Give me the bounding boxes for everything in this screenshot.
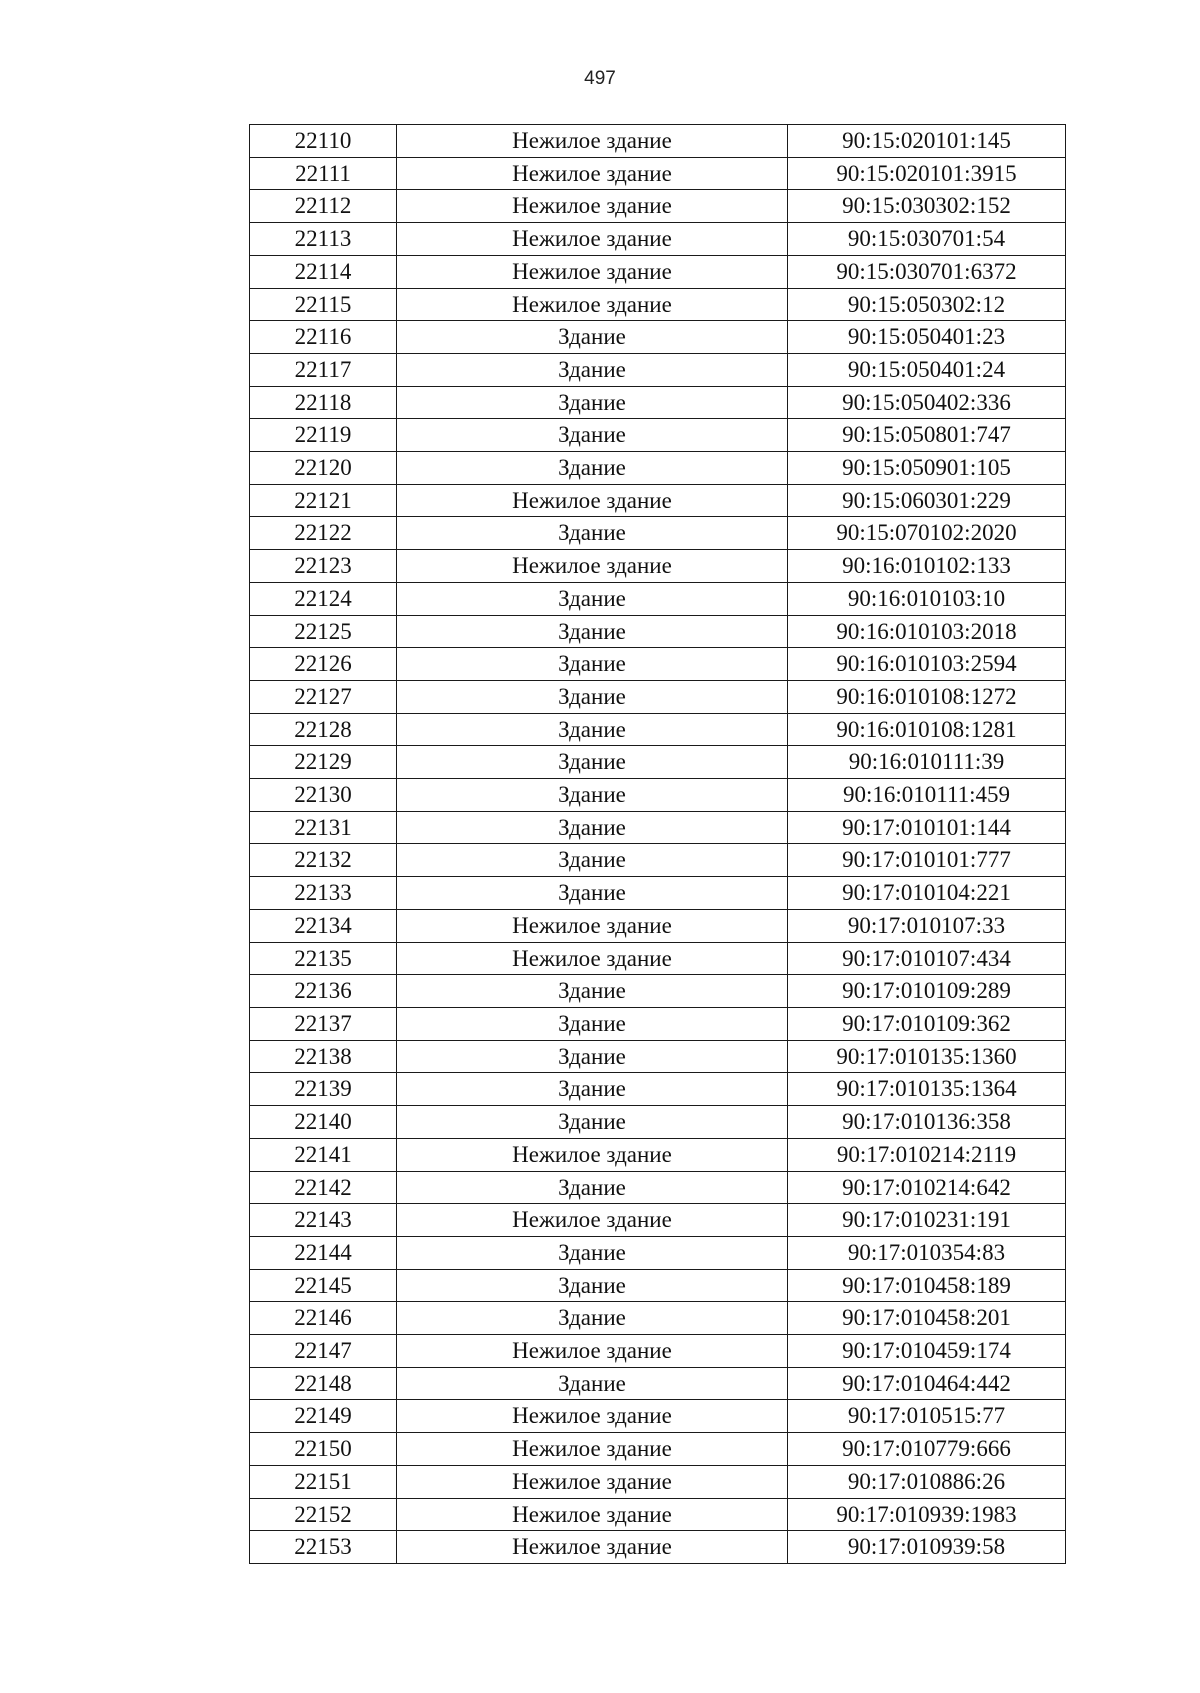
table-row bbox=[250, 386, 1066, 419]
cadastral-number-cell: 90:17:010515:77 bbox=[788, 1400, 1066, 1433]
cadastral-number-cell: 90:17:010107:434 bbox=[788, 942, 1066, 975]
row-number-cell: 22153 bbox=[250, 1531, 397, 1564]
row-number-cell: 22136 bbox=[250, 975, 397, 1008]
object-type-cell: Нежилое здание bbox=[397, 909, 788, 942]
registry-table bbox=[249, 124, 1066, 1564]
table-row bbox=[250, 550, 1066, 583]
cadastral-number-cell: 90:16:010111:459 bbox=[788, 779, 1066, 812]
row-number-cell: 22116 bbox=[250, 321, 397, 354]
object-type-cell: Здание bbox=[397, 1269, 788, 1302]
object-type-cell: Здание bbox=[397, 877, 788, 910]
table-row bbox=[250, 811, 1066, 844]
page-number: 497 bbox=[584, 68, 616, 89]
table-row bbox=[250, 288, 1066, 321]
cadastral-number-cell: 90:15:050302:12 bbox=[788, 288, 1066, 321]
row-number-cell: 22135 bbox=[250, 942, 397, 975]
object-type-cell: Здание bbox=[397, 1171, 788, 1204]
row-number-cell: 22145 bbox=[250, 1269, 397, 1302]
cadastral-number-cell: 90:17:010104:221 bbox=[788, 877, 1066, 910]
cadastral-number-cell: 90:17:010939:1983 bbox=[788, 1498, 1066, 1531]
cadastral-number-cell: 90:17:010109:289 bbox=[788, 975, 1066, 1008]
object-type-cell: Нежилое здание bbox=[397, 942, 788, 975]
row-number-cell: 22118 bbox=[250, 386, 397, 419]
row-number-cell: 22113 bbox=[250, 223, 397, 256]
table-row bbox=[250, 1498, 1066, 1531]
object-type-cell: Нежилое здание bbox=[397, 550, 788, 583]
row-number-cell: 22132 bbox=[250, 844, 397, 877]
table-row bbox=[250, 1138, 1066, 1171]
object-type-cell: Нежилое здание bbox=[397, 1400, 788, 1433]
table-row bbox=[250, 321, 1066, 354]
cadastral-number-cell: 90:17:010136:358 bbox=[788, 1106, 1066, 1139]
object-type-cell: Здание bbox=[397, 1367, 788, 1400]
object-type-cell: Нежилое здание bbox=[397, 1498, 788, 1531]
table-row bbox=[250, 1465, 1066, 1498]
table-row bbox=[250, 1171, 1066, 1204]
row-number-cell: 22125 bbox=[250, 615, 397, 648]
row-number-cell: 22129 bbox=[250, 746, 397, 779]
row-number-cell: 22142 bbox=[250, 1171, 397, 1204]
row-number-cell: 22111 bbox=[250, 157, 397, 190]
cadastral-number-cell: 90:17:010135:1364 bbox=[788, 1073, 1066, 1106]
row-number-cell: 22120 bbox=[250, 452, 397, 485]
row-number-cell: 22112 bbox=[250, 190, 397, 223]
object-type-cell: Здание bbox=[397, 975, 788, 1008]
table-row bbox=[250, 844, 1066, 877]
table-row bbox=[250, 419, 1066, 452]
table-row bbox=[250, 582, 1066, 615]
cadastral-number-cell: 90:16:010103:10 bbox=[788, 582, 1066, 615]
cadastral-number-cell: 90:15:020101:3915 bbox=[788, 157, 1066, 190]
table-row bbox=[250, 255, 1066, 288]
object-type-cell: Здание bbox=[397, 1007, 788, 1040]
table-row bbox=[250, 975, 1066, 1008]
table-row bbox=[250, 1400, 1066, 1433]
cadastral-number-cell: 90:17:010135:1360 bbox=[788, 1040, 1066, 1073]
row-number-cell: 22130 bbox=[250, 779, 397, 812]
object-type-cell: Здание bbox=[397, 811, 788, 844]
object-type-cell: Здание bbox=[397, 1236, 788, 1269]
object-type-cell: Нежилое здание bbox=[397, 125, 788, 158]
table-row bbox=[250, 909, 1066, 942]
table-row bbox=[250, 680, 1066, 713]
table-row bbox=[250, 1040, 1066, 1073]
object-type-cell: Нежилое здание bbox=[397, 1433, 788, 1466]
object-type-cell: Здание bbox=[397, 1073, 788, 1106]
table-row bbox=[250, 877, 1066, 910]
cadastral-number-cell: 90:16:010102:133 bbox=[788, 550, 1066, 583]
cadastral-number-cell: 90:15:050401:23 bbox=[788, 321, 1066, 354]
table-row bbox=[250, 1531, 1066, 1564]
object-type-cell: Здание bbox=[397, 582, 788, 615]
object-type-cell: Нежилое здание bbox=[397, 1465, 788, 1498]
row-number-cell: 22127 bbox=[250, 680, 397, 713]
table-row bbox=[250, 615, 1066, 648]
cadastral-number-cell: 90:17:010214:2119 bbox=[788, 1138, 1066, 1171]
row-number-cell: 22119 bbox=[250, 419, 397, 452]
table-row bbox=[250, 648, 1066, 681]
row-number-cell: 22128 bbox=[250, 713, 397, 746]
object-type-cell: Здание bbox=[397, 386, 788, 419]
row-number-cell: 22144 bbox=[250, 1236, 397, 1269]
cadastral-number-cell: 90:17:010939:58 bbox=[788, 1531, 1066, 1564]
cadastral-number-cell: 90:16:010108:1281 bbox=[788, 713, 1066, 746]
object-type-cell: Нежилое здание bbox=[397, 1204, 788, 1237]
row-number-cell: 22115 bbox=[250, 288, 397, 321]
table-row bbox=[250, 190, 1066, 223]
table-row bbox=[250, 452, 1066, 485]
object-type-cell: Нежилое здание bbox=[397, 255, 788, 288]
object-type-cell: Здание bbox=[397, 1302, 788, 1335]
cadastral-number-cell: 90:16:010103:2018 bbox=[788, 615, 1066, 648]
table-row bbox=[250, 353, 1066, 386]
object-type-cell: Здание bbox=[397, 680, 788, 713]
table-row bbox=[250, 484, 1066, 517]
row-number-cell: 22146 bbox=[250, 1302, 397, 1335]
row-number-cell: 22124 bbox=[250, 582, 397, 615]
table-row bbox=[250, 1335, 1066, 1368]
cadastral-number-cell: 90:17:010214:642 bbox=[788, 1171, 1066, 1204]
row-number-cell: 22139 bbox=[250, 1073, 397, 1106]
object-type-cell: Здание bbox=[397, 615, 788, 648]
object-type-cell: Нежилое здание bbox=[397, 484, 788, 517]
object-type-cell: Нежилое здание bbox=[397, 223, 788, 256]
row-number-cell: 22126 bbox=[250, 648, 397, 681]
cadastral-number-cell: 90:17:010101:144 bbox=[788, 811, 1066, 844]
row-number-cell: 22110 bbox=[250, 125, 397, 158]
table-row bbox=[250, 223, 1066, 256]
table-row bbox=[250, 1302, 1066, 1335]
object-type-cell: Здание bbox=[397, 419, 788, 452]
table-row bbox=[250, 779, 1066, 812]
row-number-cell: 22133 bbox=[250, 877, 397, 910]
row-number-cell: 22143 bbox=[250, 1204, 397, 1237]
row-number-cell: 22148 bbox=[250, 1367, 397, 1400]
row-number-cell: 22147 bbox=[250, 1335, 397, 1368]
object-type-cell: Здание bbox=[397, 779, 788, 812]
cadastral-number-cell: 90:17:010458:189 bbox=[788, 1269, 1066, 1302]
cadastral-number-cell: 90:15:050901:105 bbox=[788, 452, 1066, 485]
table-row bbox=[250, 1204, 1066, 1237]
cadastral-number-cell: 90:15:020101:145 bbox=[788, 125, 1066, 158]
row-number-cell: 22134 bbox=[250, 909, 397, 942]
row-number-cell: 22122 bbox=[250, 517, 397, 550]
object-type-cell: Нежилое здание bbox=[397, 1531, 788, 1564]
cadastral-number-cell: 90:17:010886:26 bbox=[788, 1465, 1066, 1498]
row-number-cell: 22151 bbox=[250, 1465, 397, 1498]
cadastral-number-cell: 90:15:050402:336 bbox=[788, 386, 1066, 419]
cadastral-number-cell: 90:17:010464:442 bbox=[788, 1367, 1066, 1400]
cadastral-number-cell: 90:15:060301:229 bbox=[788, 484, 1066, 517]
row-number-cell: 22121 bbox=[250, 484, 397, 517]
table-row bbox=[250, 125, 1066, 158]
table-row bbox=[250, 1367, 1066, 1400]
object-type-cell: Нежилое здание bbox=[397, 1138, 788, 1171]
object-type-cell: Здание bbox=[397, 517, 788, 550]
object-type-cell: Здание bbox=[397, 713, 788, 746]
table-row bbox=[250, 746, 1066, 779]
cadastral-number-cell: 90:15:070102:2020 bbox=[788, 517, 1066, 550]
row-number-cell: 22131 bbox=[250, 811, 397, 844]
object-type-cell: Здание bbox=[397, 746, 788, 779]
row-number-cell: 22137 bbox=[250, 1007, 397, 1040]
cadastral-number-cell: 90:17:010231:191 bbox=[788, 1204, 1066, 1237]
cadastral-number-cell: 90:17:010109:362 bbox=[788, 1007, 1066, 1040]
cadastral-number-cell: 90:17:010354:83 bbox=[788, 1236, 1066, 1269]
table-row bbox=[250, 713, 1066, 746]
table-row bbox=[250, 1073, 1066, 1106]
object-type-cell: Нежилое здание bbox=[397, 288, 788, 321]
row-number-cell: 22138 bbox=[250, 1040, 397, 1073]
table-row bbox=[250, 1236, 1066, 1269]
cadastral-number-cell: 90:16:010111:39 bbox=[788, 746, 1066, 779]
cadastral-number-cell: 90:16:010103:2594 bbox=[788, 648, 1066, 681]
cadastral-number-cell: 90:15:030302:152 bbox=[788, 190, 1066, 223]
row-number-cell: 22123 bbox=[250, 550, 397, 583]
table-body bbox=[250, 125, 1066, 1564]
row-number-cell: 22149 bbox=[250, 1400, 397, 1433]
cadastral-number-cell: 90:15:050801:747 bbox=[788, 419, 1066, 452]
object-type-cell: Здание bbox=[397, 353, 788, 386]
row-number-cell: 22152 bbox=[250, 1498, 397, 1531]
row-number-cell: 22140 bbox=[250, 1106, 397, 1139]
table-row bbox=[250, 1433, 1066, 1466]
object-type-cell: Нежилое здание bbox=[397, 1335, 788, 1368]
object-type-cell: Здание bbox=[397, 452, 788, 485]
cadastral-number-cell: 90:17:010101:777 bbox=[788, 844, 1066, 877]
object-type-cell: Нежилое здание bbox=[397, 157, 788, 190]
cadastral-number-cell: 90:17:010779:666 bbox=[788, 1433, 1066, 1466]
row-number-cell: 22117 bbox=[250, 353, 397, 386]
object-type-cell: Здание bbox=[397, 648, 788, 681]
table-row bbox=[250, 157, 1066, 190]
row-number-cell: 22141 bbox=[250, 1138, 397, 1171]
object-type-cell: Здание bbox=[397, 1040, 788, 1073]
table-row bbox=[250, 942, 1066, 975]
cadastral-number-cell: 90:17:010459:174 bbox=[788, 1335, 1066, 1368]
row-number-cell: 22114 bbox=[250, 255, 397, 288]
cadastral-number-cell: 90:16:010108:1272 bbox=[788, 680, 1066, 713]
row-number-cell: 22150 bbox=[250, 1433, 397, 1466]
object-type-cell: Здание bbox=[397, 321, 788, 354]
table-row bbox=[250, 517, 1066, 550]
cadastral-number-cell: 90:17:010458:201 bbox=[788, 1302, 1066, 1335]
table-row bbox=[250, 1106, 1066, 1139]
table-row bbox=[250, 1269, 1066, 1302]
object-type-cell: Нежилое здание bbox=[397, 190, 788, 223]
object-type-cell: Здание bbox=[397, 1106, 788, 1139]
cadastral-number-cell: 90:17:010107:33 bbox=[788, 909, 1066, 942]
cadastral-number-cell: 90:15:050401:24 bbox=[788, 353, 1066, 386]
object-type-cell: Здание bbox=[397, 844, 788, 877]
cadastral-number-cell: 90:15:030701:6372 bbox=[788, 255, 1066, 288]
cadastral-number-cell: 90:15:030701:54 bbox=[788, 223, 1066, 256]
table-row bbox=[250, 1007, 1066, 1040]
